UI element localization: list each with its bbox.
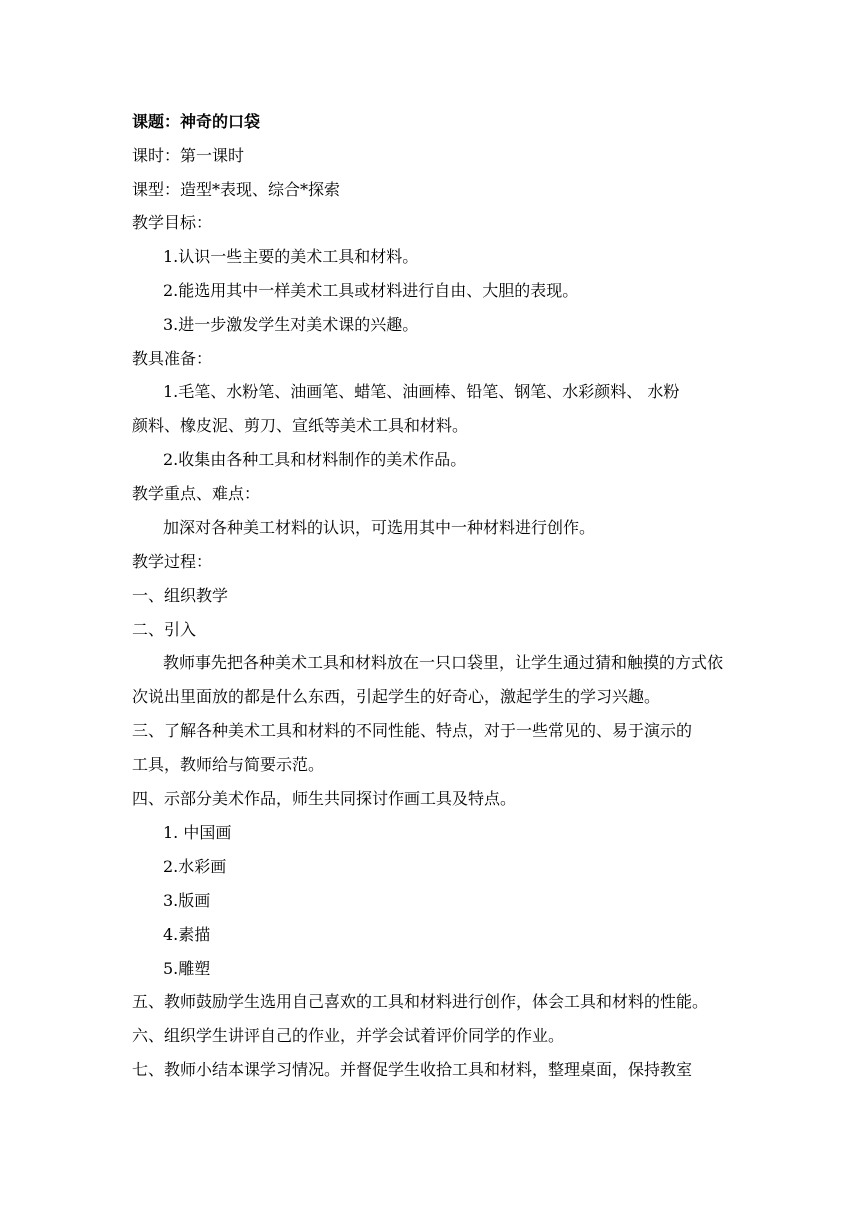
materials-item-1-line-1: 1.毛笔、水粉笔、油画笔、蜡笔、油画棒、铅笔、钢笔、水彩颜料、 水粉: [163, 382, 680, 401]
process-step-4: 四、示部分美术作品，师生共同探讨作画工具及特点。: [132, 789, 517, 808]
process-step-3-line-1: 三、了解各种美术工具和材料的不同性能、特点，对于一些常见的、易于演示的: [132, 721, 693, 740]
artwork-type-3: 3.版画: [163, 891, 211, 910]
lesson-hours: 课时：第一课时: [132, 146, 245, 165]
materials-heading: 教具准备：: [132, 349, 213, 368]
teaching-goal-2: 2.能选用其中一样美术工具或材料进行自由、大胆的表现。: [163, 281, 579, 300]
teaching-goal-3: 3.进一步激发学生对美术课的兴趣。: [163, 315, 419, 334]
process-step-5: 五、教师鼓励学生选用自己喜欢的工具和材料进行创作，体会工具和材料的性能。: [132, 992, 709, 1011]
process-step-1: 一、组织教学: [132, 586, 229, 605]
process-step-2-text-line-1: 教师事先把各种美术工具和材料放在一只口袋里，让学生通过猜和触摸的方式依: [163, 653, 724, 672]
process-step-2-text-line-2: 次说出里面放的都是什么东西，引起学生的好奇心，激起学生的学习兴趣。: [132, 687, 661, 706]
artwork-type-4: 4.素描: [163, 925, 211, 944]
lesson-type: 课型：造型*表现、综合*探索: [132, 180, 341, 199]
teaching-goal-1: 1.认识一些主要的美术工具和材料。: [163, 247, 419, 266]
artwork-type-1: 1. 中国画: [163, 823, 232, 842]
process-step-3-line-2: 工具，教师给与简要示范。: [132, 755, 325, 774]
document-title: 课题：神奇的口袋: [132, 112, 261, 131]
teaching-process-heading: 教学过程：: [132, 552, 213, 571]
artwork-type-2: 2.水彩画: [163, 857, 227, 876]
process-step-7: 七、教师小结本课学习情况。并督促学生收拾工具和材料，整理桌面，保持教室: [132, 1060, 693, 1079]
materials-item-1-line-2: 颜料、橡皮泥、剪刀、宣纸等美术工具和材料。: [132, 416, 469, 435]
key-points-text: 加深对各种美工材料的认识，可选用其中一种材料进行创作。: [163, 518, 596, 537]
teaching-goals-heading: 教学目标：: [132, 213, 213, 232]
artwork-type-5: 5.雕塑: [163, 959, 211, 978]
process-step-6: 六、组织学生讲评自己的作业，并学会试着评价同学的作业。: [132, 1026, 565, 1045]
key-points-heading: 教学重点、难点：: [132, 484, 261, 503]
process-step-2: 二、引入: [132, 620, 197, 639]
materials-item-2: 2.收集由各种工具和材料制作的美术作品。: [163, 450, 467, 469]
